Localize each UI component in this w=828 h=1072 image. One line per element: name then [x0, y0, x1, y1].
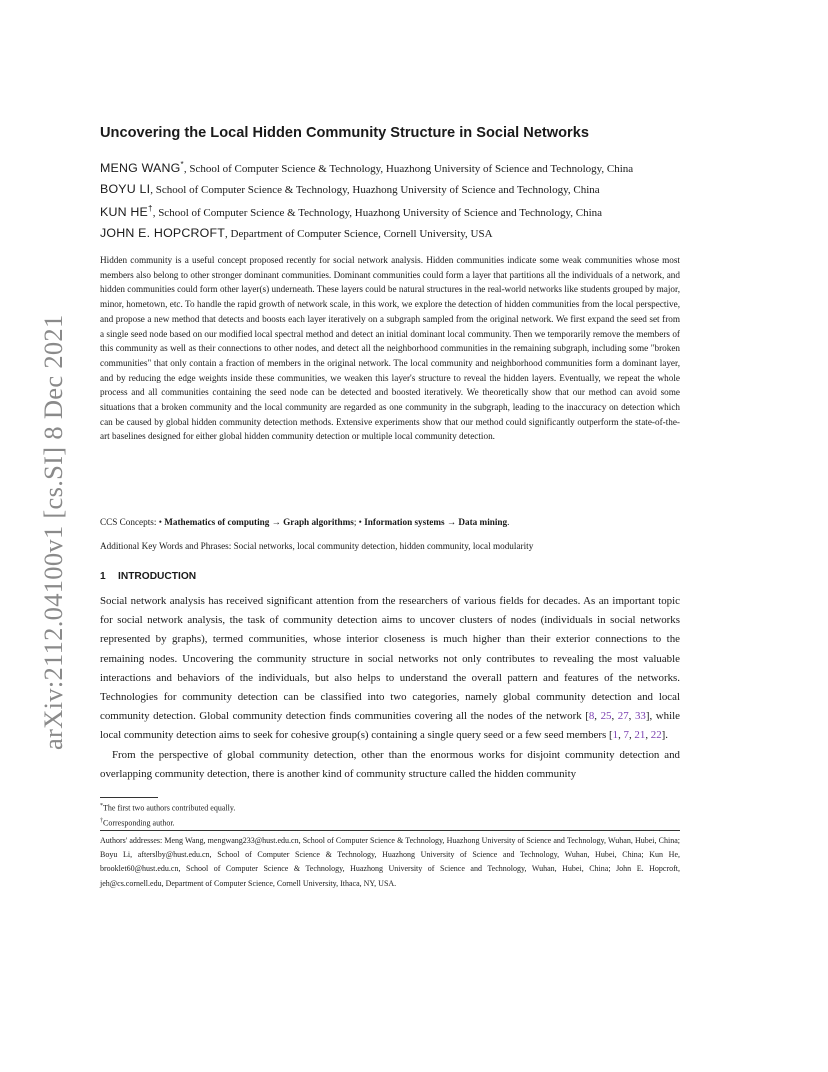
- author-name: MENG WANG*: [100, 160, 184, 176]
- footnote: †Corresponding author.: [100, 817, 175, 828]
- author-addresses: Authors' addresses: Meng Wang, mengwang233@hust.edu.cn, School of Computer Science & Technology, Huazhong University of Science and Technology, Wuhan, Hubei, China; Boyu Li, afterslby@hust.edu.cn, School of Computer Science & Technology, Huazhong University of Science and Technology, Wuhan, Hubei, China; Kun He, brooklet60@hust.edu.cn, School of Computer Science & Technology, Huazhong University of Science and Technology, Wuhan, Hubei, China; John E. Hopcroft, jeh@cs.cornell.edu, Department of Computer Science, Cornell University, Ithaca, NY, USA.: [100, 836, 680, 888]
- body-text: [100, 592, 680, 784]
- ccs-concept: Information systems → Data mining: [364, 517, 508, 527]
- citation-link[interactable]: 33: [634, 710, 646, 723]
- citation-link[interactable]: 8: [588, 710, 595, 723]
- author-affiliation: , Department of Computer Science, Cornell University, USA: [225, 228, 493, 240]
- citation-link[interactable]: 7: [623, 729, 629, 742]
- footnote: *The first two authors contributed equally.: [100, 803, 236, 813]
- citation-link[interactable]: 27: [617, 710, 629, 723]
- author-entry: [100, 204, 700, 226]
- paragraph: From the perspective of global community detection, other than the enormous works for disjoint community detection and overlapping community detection, there is another kind of community structure called the hidden community: [100, 748, 680, 780]
- citation-link[interactable]: 1: [612, 729, 619, 742]
- paragraph: Social network analysis has received significant attention from the researchers of various fields for decades. As an important topic for social network analysis, the task of community detection aims to uncover clusters of nodes (individuals in social networks represented by graphs), termed communities, whose interior closeness is much higher than their exterior connections to the remaining nodes. Uncovering the community structure in social networks not only contributes to revealing the most valuable interactions and behaviors of the individuals, but also helps to understand the overall pattern and features of the networks. Technologies for community detection can be classified into two categories, namely global community detection and local community detection. Global community detection finds communities covering all the nodes of the network [8, 25, 27, 33], while local community detection aims to seek for cohesive group(s) containing a single query seed or a few seed members [1, 7, 21, 22].: [100, 595, 680, 742]
- author-entry: [100, 182, 700, 204]
- citation-link[interactable]: 22: [650, 729, 662, 742]
- author-affiliation: , School of Computer Science & Technology, Huazhong University of Science and Technology, China: [183, 163, 634, 176]
- abstract: Hidden community is a useful concept proposed recently for social network analysis. Hidden communities indicate some weak communities whose most members also belong to other stronger dominant communities. Dominant communities could form a layer that partitions all the individuals of a network, and hidden communities could form other layer(s) underneath. These layers could be natural structures in the real-world networks like students grouped by major, minor, hometown, etc. To handle the rapid growth of network scale, in this work, we explore the detection of hidden communities from the local perspective, and propose a new method that detects and boosts each layer iteratively on a subgraph sampled from the original network. We first expand the seed set from a single seed node based on our modified local spectral method and detect an initial dominant local community. Then we temporarily remove the members of this community as well as their connections to other nodes, and detect all the neighborhood communities in the remaining subgraph, including some "broken communities" that only contain a fraction of members in the original network. The local community and neighborhood communities form a dominant layer, and by reducing the edge weights inside these communities, we weaken this layer's structure to reveal the hidden layers. Eventually, we repeat the whole process and all communities containing the seed node can be detected and boosted iteratively. We theoretically show that our method can avoid some situations that a broken community and the local community are regarded as one community in the subgraph, leading to the inaccuracy on detection which can be caused by global hidden community detection methods. Extensive experiments show that our method could significantly outperform the state-of-the-art baselines designed for either global hidden community detection or multiple local community detection.: [100, 255, 680, 442]
- author-list: [100, 160, 700, 248]
- footnote-rule: [100, 797, 158, 798]
- section-number: 1: [100, 571, 106, 582]
- author-affiliation: , School of Computer Science & Technology, Huazhong University of Science and Technology, China: [152, 207, 603, 220]
- footnotes: [100, 800, 235, 829]
- author-name: KUN HE†: [100, 204, 153, 220]
- ccs-concept: Mathematics of computing → Graph algorithms: [164, 517, 354, 527]
- citation-link[interactable]: 25: [600, 710, 612, 723]
- ccs-concepts: CCS Concepts: • Mathematics of computing → Graph algorithms; • Information systems → Data mining.: [100, 517, 510, 527]
- arxiv-identifier: arXiv:2112.04100v1 [cs.SI] 8 Dec 2021: [38, 314, 68, 750]
- section-heading: [100, 571, 196, 582]
- author-affiliation: , School of Computer Science & Technology, Huazhong University of Science and Technology, China: [150, 184, 600, 196]
- author-entry: [100, 226, 700, 248]
- section-title: INTRODUCTION: [118, 571, 197, 582]
- paper-title: Uncovering the Local Hidden Community Structure in Social Networks: [100, 125, 589, 141]
- citation-link[interactable]: 21: [634, 729, 646, 742]
- author-name: BOYU LI: [100, 182, 151, 196]
- keywords: Additional Key Words and Phrases: Social networks, local community detection, hidden community, local modularity: [100, 541, 534, 551]
- addresses-rule: [100, 830, 680, 831]
- author-name: JOHN E. HOPCROFT: [100, 226, 226, 240]
- author-entry: [100, 160, 700, 182]
